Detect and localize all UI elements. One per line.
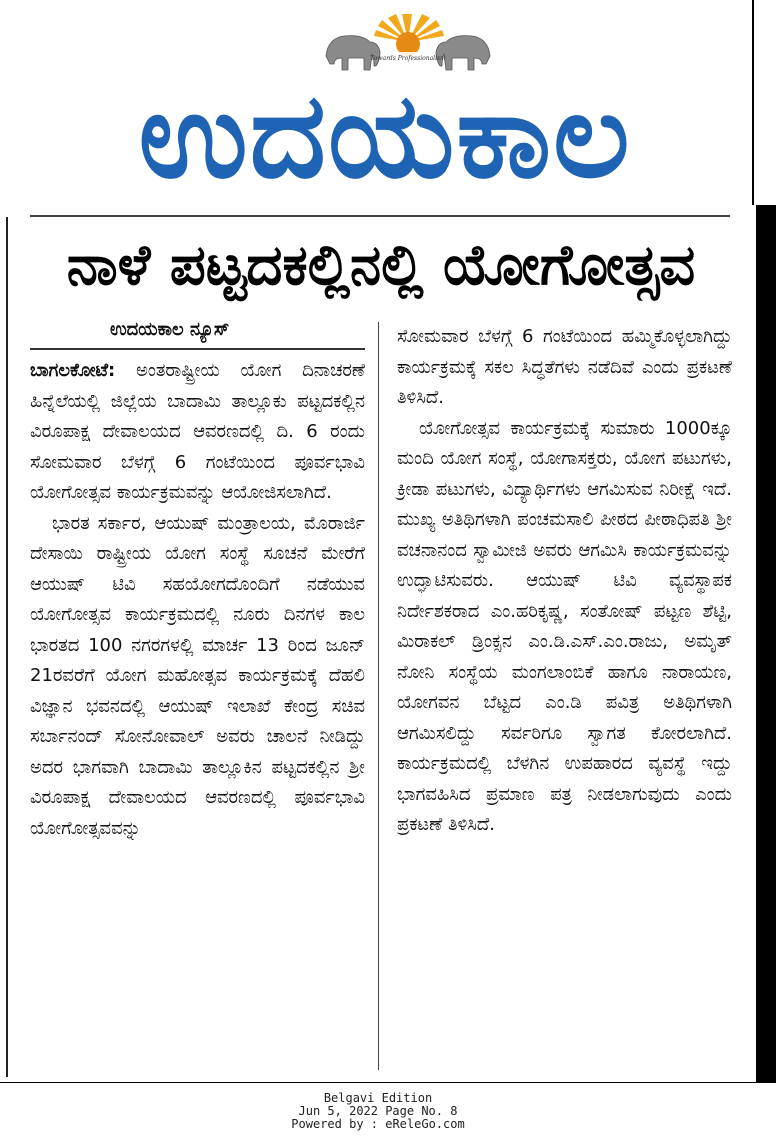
- masthead-title: ಉದಯಕಾಲ: [138, 66, 632, 204]
- page-edge: [754, 0, 776, 1138]
- column-divider: [378, 322, 379, 1070]
- paragraph-text: ಅಂತರಾಷ್ಟ್ರೀಯ ಯೋಗ ದಿನಾಚರಣೆ ಹಿನ್ನೆಲೆಯಲ್ಲಿ ಜಿಲ್ಲೆಯ ಬಾದಾಮಿ ತಾಲ್ಲೂಕು ಪಟ್ಟದಕಲ್ಲಿನ ವಿರೂಪಾಕ್ಷ ದೇವಾಲಯದ ಆವರಣದಲ್ಲಿ ದಿ. 6 ರಂದು ಸೋಮವಾರ ಬೆಳಗ್ಗೆ 6 ಗಂಟೆಯಿಂದ ಪೂರ್ವಭಾವಿ ಯೋಗೋತ್ಸವ ಕಾರ್ಯಕ್ರಮವನ್ನು ಆಯೋಜಿಸಲಾಗಿದೆ.: [30, 360, 365, 503]
- bottom-rule: [0, 1082, 756, 1083]
- dateline: ಬಾಗಲಕೋಟೆ:: [30, 360, 116, 381]
- article-column-right: [397, 322, 732, 841]
- paragraph: ಭಾರತ ಸರ್ಕಾರ, ಆಯುಷ್ ಮಂತ್ರಾಲಯ, ಮೊರಾರ್ಜಿ ದೇಸಾಯಿ ರಾಷ್ಟ್ರೀಯ ಯೋಗ ಸಂಸ್ಥೆ ಸೂಚನೆ ಮೇರೆಗೆ ಆಯುಷ್ ಟಿವಿ ಸಹಯೋಗದೊಂದಿಗೆ ನಡೆಯುವ ಯೋಗೋತ್ಸವ ಕಾರ್ಯಕ್ರಮದಲ್ಲಿ ನೂರು ದಿನಗಳ ಕಾಲ ಭಾರತದ 100 ನಗರಗಳಲ್ಲಿ ಮಾರ್ಚ 13 ರಿಂದ ಜೂನ್ 21ರವರೆಗೆ ಯೋಗ ಮಹೋತ್ಸವ ಕಾರ್ಯಕ್ರಮಕ್ಕೆ ದೆಹಲಿ ವಿಜ್ಞಾನ ಭವನದಲ್ಲಿ ಆಯುಷ್ ಇಲಾಖೆ ಕೇಂದ್ರ ಸಚಿವ ಸರ್ಬಾನಂದ್ ಸೋನೋವಾಲ್ ಅವರು ಚಾಲನೆ ನೀಡಿದ್ದು ಅದರ ಭಾಗವಾಗಿ ಬಾದಾಮಿ ತಾಲ್ಲೂಕಿನ ಪಟ್ಟದಕಲ್ಲಿನ ಶ್ರೀ ವಿರೂಪಾಕ್ಷ ದೇವಾಲಯದ ಆವರಣದಲ್ಲಿ ಪೂರ್ವಭಾವಿ ಯೋಗೋತ್ಸವವನ್ನು: [30, 512, 365, 839]
- powered-by: Powered by : eReleGo.com: [291, 1117, 465, 1131]
- emblem-caption: Towards Professionalism: [370, 55, 446, 62]
- paragraph: [30, 356, 365, 509]
- edition-date-page: Jun 5, 2022 Page No. 8: [298, 1104, 458, 1118]
- edition-footer: [0, 1092, 756, 1131]
- edition-name: Belgavi Edition: [323, 1091, 433, 1105]
- page-edge-bar: [756, 205, 776, 1083]
- paragraph: ಸೋಮವಾರ ಬೆಳಗ್ಗೆ 6 ಗಂಟೆಯಿಂದ ಹಮ್ಮಿಕೊಳ್ಳಲಾಗಿದ್ದು ಕಾರ್ಯಕ್ರಮಕ್ಕೆ ಸಕಲ ಸಿದ್ಧತೆಗಳು ನಡೆದಿವೆ ಎಂದು ಪ್ರಕಟಣೆ ತಿಳಿಸಿದೆ.: [397, 326, 732, 408]
- left-margin-line: [6, 217, 8, 1077]
- paragraph: ಯೋಗೋತ್ಸವ ಕಾರ್ಯಕ್ರಮಕ್ಕೆ ಸುಮಾರು 1000ಕ್ಕೂ ಮಂದಿ ಯೋಗ ಸಂಸ್ಥೆ, ಯೋಗಾಸಕ್ತರು, ಯೋಗ ಪಟುಗಳು, ಕ್ರೀಡಾ ಪಟುಗಳು, ವಿದ್ಯಾರ್ಥಿಗಳು ಆಗಮಿಸುವ ನಿರೀಕ್ಷೆ ಇದೆ. ಮುಖ್ಯ ಅತಿಥಿಗಳಾಗಿ ಪಂಚಮಸಾಲಿ ಪೀಠದ ಪೀಠಾಧಿಪತಿ ಶ್ರೀ ವಚನಾನಂದ ಸ್ವಾಮೀಜಿ ಅವರು ಆಗಮಿಸಿ ಕಾರ್ಯಕ್ರಮವನ್ನು ಉದ್ಘಾಟಿಸುವರು. ಆಯುಷ್ ಟಿವಿ ವ್ಯವಸ್ಥಾಪಕ ನಿರ್ದೇಶಕರಾದ ಎಂ.ಹರಿಕೃಷ್ಣ, ಸಂತೋಷ್ ಪಟ್ಟಣ ಶೆಟ್ಟಿ, ಮಿರಾಕಲ್ ಡ್ರಿಂಕ್ಸನ ಎಂ.ಡಿ.ಎಸ್.ಎಂ.ರಾಜು, ಅಮೃತ್ ನೋನಿ ಸಂಸ್ಥೆಯ ಮಂಗಲಾಂಬಿಕೆ ಹಾಗೂ ನಾರಾಯಣ, ಯೋಗವನ ಬೆಟ್ಟದ ಎಂ.ಡಿ ಪವಿತ್ರ ಅತಿಥಿಗಳಾಗಿ ಆಗಮಿಸಲಿದ್ದು ಸರ್ವರಿಗೂ ಸ್ವಾಗತ ಕೋರಲಾಗಿದೆ. ಕಾರ್ಯಕ್ರಮದಲ್ಲಿ ಬೆಳಗಿನ ಉಪಹಾರದ ವ್ಯವಸ್ಥೆ ಇದ್ದು ಭಾಗವಹಿಸಿದ ಪ್ರಮಾಣ ಪತ್ರ ನೀಡಲಾಗುವುದು ಎಂದು ಪ್ರಕಟಣೆ ತಿಳಿಸಿದೆ.: [397, 417, 732, 835]
- byline-rule: [30, 348, 365, 350]
- article-byline: ಉದಯಕಾಲ ನ್ಯೂಸ್: [110, 319, 230, 340]
- top-rule: [30, 215, 730, 217]
- article-headline: ನಾಳೆ ಪಟ್ಟದಕಲ್ಲಿನಲ್ಲಿ ಯೋಗೋತ್ಸವ: [66, 233, 696, 298]
- article-column-left: [30, 356, 365, 844]
- elephant-sun-emblem-icon: [322, 12, 494, 74]
